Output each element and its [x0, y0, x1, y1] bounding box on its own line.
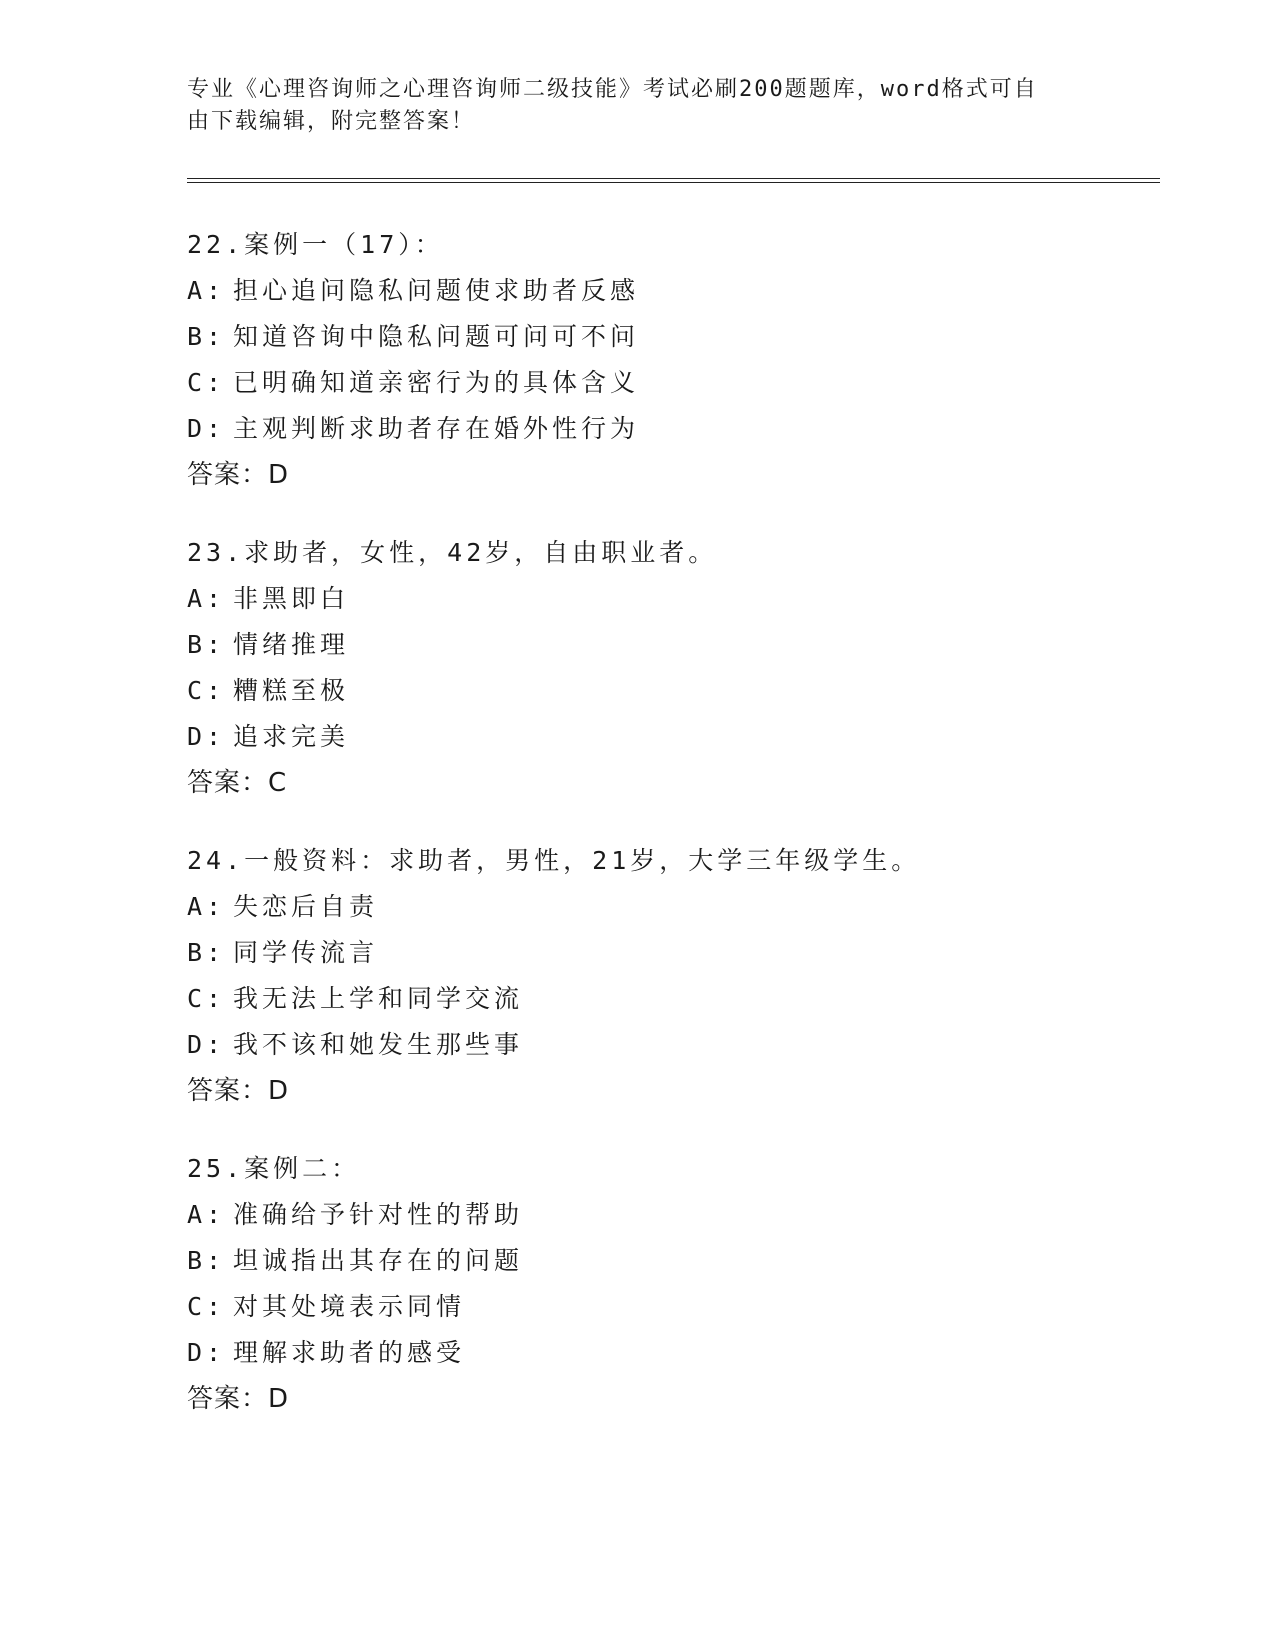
option-d: [187, 406, 1187, 452]
header-line-1: 专业《心理咨询师之心理咨询师二级技能》考试必刷200题题库，word格式可自: [187, 77, 1038, 102]
option-letter: C:: [187, 984, 226, 1013]
option-letter: C:: [187, 368, 226, 397]
option-letter: B:: [187, 938, 226, 967]
answer-line: 答案：D: [187, 460, 290, 490]
option-text: 情绪推理: [233, 630, 350, 659]
option-letter: B:: [187, 1246, 226, 1275]
option-a: [187, 884, 1187, 930]
option-letter: D:: [187, 414, 226, 443]
option-d: [187, 1022, 1187, 1068]
option-text: 糟糕至极: [233, 676, 350, 705]
option-letter: D:: [187, 1030, 226, 1059]
option-b: [187, 1238, 1187, 1284]
option-text: 我无法上学和同学交流: [233, 984, 524, 1013]
option-c: [187, 668, 1187, 714]
option-text: 知道咨询中隐私问题可问可不问: [233, 322, 640, 351]
option-b: [187, 930, 1187, 976]
option-letter: A:: [187, 1200, 226, 1229]
option-b: [187, 314, 1187, 360]
header-line-2: 由下载编辑，附完整答案！: [187, 109, 476, 134]
question-stem: 25.案例二：: [187, 1154, 361, 1183]
question-stem: 22.案例一（17）：: [187, 230, 444, 259]
option-c: [187, 1284, 1187, 1330]
option-text: 理解求助者的感受: [233, 1338, 466, 1367]
option-text: 主观判断求助者存在婚外性行为: [233, 414, 640, 443]
option-text: 追求完美: [233, 722, 350, 751]
option-text: 已明确知道亲密行为的具体含义: [233, 368, 640, 397]
option-text: 同学传流言: [233, 938, 379, 967]
option-c: [187, 360, 1187, 406]
option-a: [187, 576, 1187, 622]
option-c: [187, 976, 1187, 1022]
document-header: [187, 74, 1067, 138]
question-23: [187, 530, 1187, 806]
option-letter: B:: [187, 322, 226, 351]
option-letter: D:: [187, 722, 226, 751]
answer-line: 答案：D: [187, 1384, 290, 1414]
option-letter: A:: [187, 276, 226, 305]
option-a: [187, 268, 1187, 314]
option-a: [187, 1192, 1187, 1238]
question-22: [187, 222, 1187, 498]
option-text: 担心追问隐私问题使求助者反感: [233, 276, 640, 305]
question-stem: 23.求助者，女性，42岁，自由职业者。: [187, 538, 718, 567]
answer-line: 答案：D: [187, 1076, 290, 1106]
option-d: [187, 1330, 1187, 1376]
option-letter: A:: [187, 584, 226, 613]
question-25: [187, 1146, 1187, 1422]
option-text: 失恋后自责: [233, 892, 379, 921]
option-text: 对其处境表示同情: [233, 1292, 466, 1321]
option-text: 非黑即白: [233, 584, 350, 613]
question-stem: 24.一般资料：求助者，男性，21岁，大学三年级学生。: [187, 846, 921, 875]
option-text: 准确给予针对性的帮助: [233, 1200, 524, 1229]
option-letter: C:: [187, 1292, 226, 1321]
option-b: [187, 622, 1187, 668]
question-24: [187, 838, 1187, 1114]
option-letter: D:: [187, 1338, 226, 1367]
option-text: 我不该和她发生那些事: [233, 1030, 524, 1059]
option-d: [187, 714, 1187, 760]
answer-line: 答案：C: [187, 768, 288, 798]
option-letter: A:: [187, 892, 226, 921]
option-text: 坦诚指出其存在的问题: [233, 1246, 524, 1275]
option-letter: B:: [187, 630, 226, 659]
option-letter: C:: [187, 676, 226, 705]
header-divider: [187, 178, 1160, 183]
